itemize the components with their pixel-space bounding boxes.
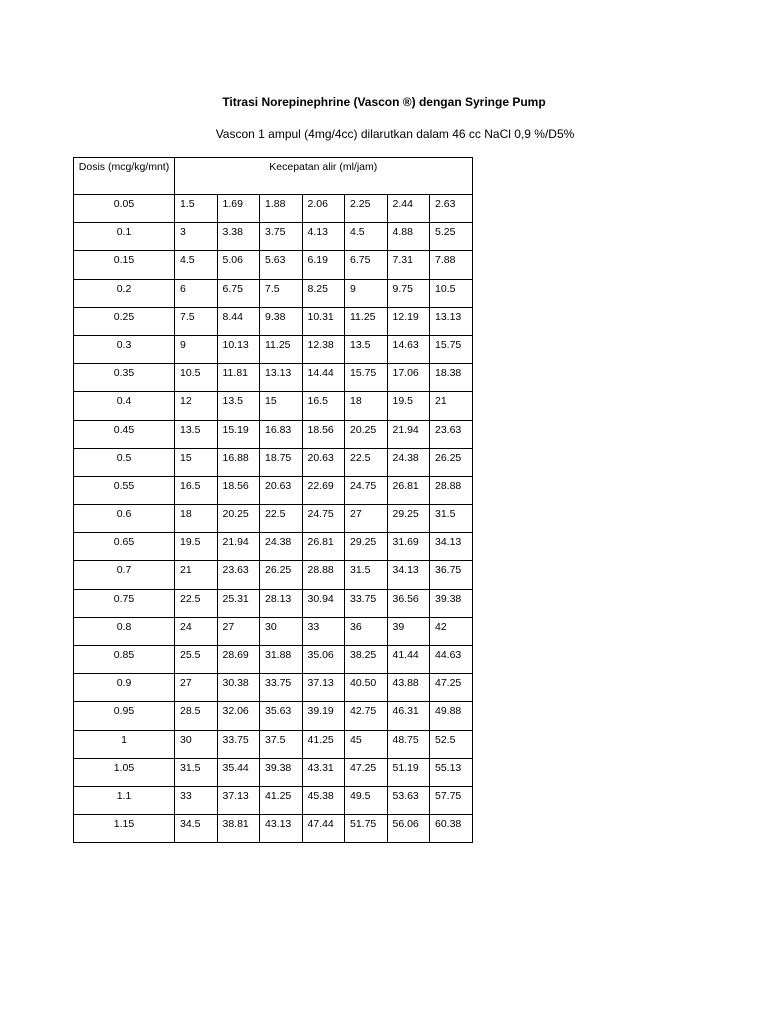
rate-cell: 32.06: [217, 702, 260, 730]
rate-cell: 45.38: [302, 786, 345, 814]
table-row: [74, 533, 473, 561]
dose-cell: 1.1: [74, 786, 175, 814]
table-row: [74, 448, 473, 476]
rate-cell: 11.25: [345, 307, 388, 335]
rate-cell: 25.31: [217, 589, 260, 617]
rate-cell: 5.06: [217, 251, 260, 279]
rate-cell: 18.75: [260, 448, 303, 476]
rate-cell: 18.56: [302, 420, 345, 448]
rate-cell: 21: [430, 392, 473, 420]
table-row: [74, 364, 473, 392]
rate-cell: 30.94: [302, 589, 345, 617]
dose-cell: 0.5: [74, 448, 175, 476]
rate-cell: 33: [302, 617, 345, 645]
rate-cell: 29.25: [345, 533, 388, 561]
rate-cell: 19.5: [175, 533, 218, 561]
table-row: [74, 589, 473, 617]
rate-cell: 2.63: [430, 195, 473, 223]
rate-cell: 28.88: [430, 476, 473, 504]
rate-cell: 33: [175, 786, 218, 814]
rate-cell: 6.75: [217, 279, 260, 307]
rate-cell: 37.13: [217, 786, 260, 814]
rate-cell: 2.44: [387, 195, 430, 223]
rate-cell: 4.88: [387, 223, 430, 251]
dose-cell: 0.3: [74, 335, 175, 363]
rate-cell: 7.5: [260, 279, 303, 307]
rate-cell: 13.5: [217, 392, 260, 420]
rate-cell: 31.88: [260, 646, 303, 674]
rate-cell: 4.13: [302, 223, 345, 251]
dose-cell: 1: [74, 730, 175, 758]
rate-cell: 15.19: [217, 420, 260, 448]
rate-cell: 51.19: [387, 758, 430, 786]
table-row: [74, 392, 473, 420]
rate-cell: 36: [345, 617, 388, 645]
table-row: [74, 335, 473, 363]
rate-cell: 49.5: [345, 786, 388, 814]
rate-cell: 10.31: [302, 307, 345, 335]
rate-cell: 5.25: [430, 223, 473, 251]
table-row: [74, 195, 473, 223]
rate-cell: 47.44: [302, 815, 345, 843]
rate-cell: 43.88: [387, 674, 430, 702]
rate-cell: 15.75: [430, 335, 473, 363]
rate-cell: 13.5: [345, 335, 388, 363]
rate-cell: 18.56: [217, 476, 260, 504]
rate-cell: 13.13: [260, 364, 303, 392]
rate-cell: 41.25: [260, 786, 303, 814]
rate-cell: 13.5: [175, 420, 218, 448]
rate-cell: 25.5: [175, 646, 218, 674]
rate-cell: 26.81: [302, 533, 345, 561]
table-row: [74, 420, 473, 448]
dose-cell: 0.55: [74, 476, 175, 504]
rate-cell: 17.06: [387, 364, 430, 392]
dose-cell: 1.05: [74, 758, 175, 786]
rate-cell: 41.25: [302, 730, 345, 758]
rate-cell: 49.88: [430, 702, 473, 730]
rate-cell: 26.25: [260, 561, 303, 589]
rate-cell: 56.06: [387, 815, 430, 843]
rate-cell: 31.5: [430, 505, 473, 533]
rate-cell: 16.5: [175, 476, 218, 504]
table-row: [74, 223, 473, 251]
rate-cell: 18.38: [430, 364, 473, 392]
rate-cell: 53.63: [387, 786, 430, 814]
rate-cell: 9: [175, 335, 218, 363]
rate-cell: 42: [430, 617, 473, 645]
rate-cell: 12.38: [302, 335, 345, 363]
rate-cell: 22.5: [175, 589, 218, 617]
rate-cell: 37.13: [302, 674, 345, 702]
rate-cell: 6.19: [302, 251, 345, 279]
rate-cell: 11.25: [260, 335, 303, 363]
dose-cell: 0.8: [74, 617, 175, 645]
rate-cell: 20.25: [217, 505, 260, 533]
rate-cell: 28.88: [302, 561, 345, 589]
rate-cell: 29.25: [387, 505, 430, 533]
rate-cell: 39.38: [260, 758, 303, 786]
table-row: [74, 251, 473, 279]
rate-cell: 1.88: [260, 195, 303, 223]
rate-cell: 15: [260, 392, 303, 420]
rate-cell: 16.83: [260, 420, 303, 448]
rate-cell: 10.5: [430, 279, 473, 307]
rate-cell: 22.69: [302, 476, 345, 504]
dose-cell: 0.95: [74, 702, 175, 730]
rate-cell: 35.06: [302, 646, 345, 674]
rate-cell: 15.75: [345, 364, 388, 392]
rate-cell: 12: [175, 392, 218, 420]
table-row: [74, 730, 473, 758]
rate-cell: 7.5: [175, 307, 218, 335]
rate-cell: 21.94: [217, 533, 260, 561]
rate-cell: 30: [260, 617, 303, 645]
rate-cell: 34.5: [175, 815, 218, 843]
rate-cell: 36.75: [430, 561, 473, 589]
dose-cell: 1.15: [74, 815, 175, 843]
rate-cell: 24.75: [345, 476, 388, 504]
dose-cell: 0.25: [74, 307, 175, 335]
rate-cell: 24.38: [387, 448, 430, 476]
rate-cell: 39.38: [430, 589, 473, 617]
rate-cell: 22.5: [345, 448, 388, 476]
rate-cell: 33.75: [260, 674, 303, 702]
rate-cell: 18: [345, 392, 388, 420]
rate-cell: 21: [175, 561, 218, 589]
rate-cell: 37.5: [260, 730, 303, 758]
rate-cell: 24.38: [260, 533, 303, 561]
rate-cell: 31.69: [387, 533, 430, 561]
rate-cell: 20.63: [260, 476, 303, 504]
rate-cell: 26.25: [430, 448, 473, 476]
rate-cell: 2.25: [345, 195, 388, 223]
table-row: [74, 617, 473, 645]
rate-cell: 20.25: [345, 420, 388, 448]
rate-cell: 34.13: [430, 533, 473, 561]
dose-cell: 0.35: [74, 364, 175, 392]
rate-cell: 10.5: [175, 364, 218, 392]
rate-cell: 2.06: [302, 195, 345, 223]
rate-cell: 26.81: [387, 476, 430, 504]
rate-cell: 39.19: [302, 702, 345, 730]
rate-cell: 33.75: [345, 589, 388, 617]
rate-cell: 27: [217, 617, 260, 645]
rate-cell: 15: [175, 448, 218, 476]
rate-cell: 57.75: [430, 786, 473, 814]
rate-cell: 52.5: [430, 730, 473, 758]
dose-cell: 0.15: [74, 251, 175, 279]
rate-cell: 20.63: [302, 448, 345, 476]
rate-cell: 5.63: [260, 251, 303, 279]
rate-cell: 24.75: [302, 505, 345, 533]
rate-cell: 4.5: [175, 251, 218, 279]
rate-cell: 33.75: [217, 730, 260, 758]
rate-cell: 47.25: [345, 758, 388, 786]
rate-cell: 7.88: [430, 251, 473, 279]
rate-column-header: Kecepatan alir (ml/jam): [175, 158, 473, 195]
rate-cell: 36.56: [387, 589, 430, 617]
table-body: [74, 195, 473, 843]
dose-cell: 0.1: [74, 223, 175, 251]
document-title: Titrasi Norepinephrine (Vascon ®) dengan Syringe Pump: [222, 95, 546, 109]
rate-cell: 43.13: [260, 815, 303, 843]
rate-cell: 28.5: [175, 702, 218, 730]
rate-cell: 6.75: [345, 251, 388, 279]
dose-column-header: Dosis (mcg/kg/mnt): [74, 158, 175, 195]
table-row: [74, 307, 473, 335]
rate-cell: 16.5: [302, 392, 345, 420]
rate-cell: 16.88: [217, 448, 260, 476]
rate-cell: 40.50: [345, 674, 388, 702]
rate-cell: 27: [345, 505, 388, 533]
rate-cell: 8.44: [217, 307, 260, 335]
table-row: [74, 815, 473, 843]
rate-cell: 9.38: [260, 307, 303, 335]
rate-cell: 28.13: [260, 589, 303, 617]
rate-cell: 47.25: [430, 674, 473, 702]
rate-cell: 18: [175, 505, 218, 533]
rate-cell: 24: [175, 617, 218, 645]
titration-table: [73, 157, 473, 843]
rate-cell: 38.81: [217, 815, 260, 843]
rate-cell: 11.81: [217, 364, 260, 392]
rate-cell: 10.13: [217, 335, 260, 363]
rate-cell: 13.13: [430, 307, 473, 335]
rate-cell: 7.31: [387, 251, 430, 279]
rate-cell: 42.75: [345, 702, 388, 730]
table-row: [74, 476, 473, 504]
rate-cell: 1.5: [175, 195, 218, 223]
rate-cell: 31.5: [175, 758, 218, 786]
table-row: [74, 561, 473, 589]
rate-cell: 19.5: [387, 392, 430, 420]
dose-cell: 0.4: [74, 392, 175, 420]
rate-cell: 9: [345, 279, 388, 307]
dose-cell: 0.85: [74, 646, 175, 674]
rate-cell: 46.31: [387, 702, 430, 730]
rate-cell: 3.38: [217, 223, 260, 251]
rate-cell: 35.63: [260, 702, 303, 730]
table-row: [74, 786, 473, 814]
rate-cell: 60.38: [430, 815, 473, 843]
rate-cell: 22.5: [260, 505, 303, 533]
rate-cell: 14.63: [387, 335, 430, 363]
rate-cell: 43.31: [302, 758, 345, 786]
rate-cell: 9.75: [387, 279, 430, 307]
rate-cell: 21.94: [387, 420, 430, 448]
rate-cell: 23.63: [217, 561, 260, 589]
rate-cell: 34.13: [387, 561, 430, 589]
rate-cell: 6: [175, 279, 218, 307]
rate-cell: 3.75: [260, 223, 303, 251]
document-subtitle: Vascon 1 ampul (4mg/4cc) dilarutkan dalam 46 cc NaCl 0,9 %/D5%: [215, 127, 575, 141]
table-row: [74, 702, 473, 730]
table-row: [74, 279, 473, 307]
rate-cell: 27: [175, 674, 218, 702]
rate-cell: 1.69: [217, 195, 260, 223]
dose-cell: 0.6: [74, 505, 175, 533]
rate-cell: 55.13: [430, 758, 473, 786]
rate-cell: 28.69: [217, 646, 260, 674]
rate-cell: 45: [345, 730, 388, 758]
table-row: [74, 646, 473, 674]
rate-cell: 12.19: [387, 307, 430, 335]
rate-cell: 38.25: [345, 646, 388, 674]
dose-cell: 0.65: [74, 533, 175, 561]
dose-cell: 0.7: [74, 561, 175, 589]
dose-cell: 0.05: [74, 195, 175, 223]
rate-cell: 4.5: [345, 223, 388, 251]
dose-cell: 0.2: [74, 279, 175, 307]
rate-cell: 30: [175, 730, 218, 758]
dose-cell: 0.75: [74, 589, 175, 617]
rate-cell: 35.44: [217, 758, 260, 786]
rate-cell: 14.44: [302, 364, 345, 392]
rate-cell: 30.38: [217, 674, 260, 702]
table-row: [74, 758, 473, 786]
rate-cell: 23.63: [430, 420, 473, 448]
rate-cell: 48.75: [387, 730, 430, 758]
rate-cell: 44.63: [430, 646, 473, 674]
dose-cell: 0.45: [74, 420, 175, 448]
rate-cell: 8.25: [302, 279, 345, 307]
dose-cell: 0.9: [74, 674, 175, 702]
rate-cell: 41.44: [387, 646, 430, 674]
rate-cell: 39: [387, 617, 430, 645]
rate-cell: 51.75: [345, 815, 388, 843]
table-row: [74, 674, 473, 702]
table-header-row: [74, 158, 473, 195]
rate-cell: 3: [175, 223, 218, 251]
rate-cell: 31.5: [345, 561, 388, 589]
table-row: [74, 505, 473, 533]
